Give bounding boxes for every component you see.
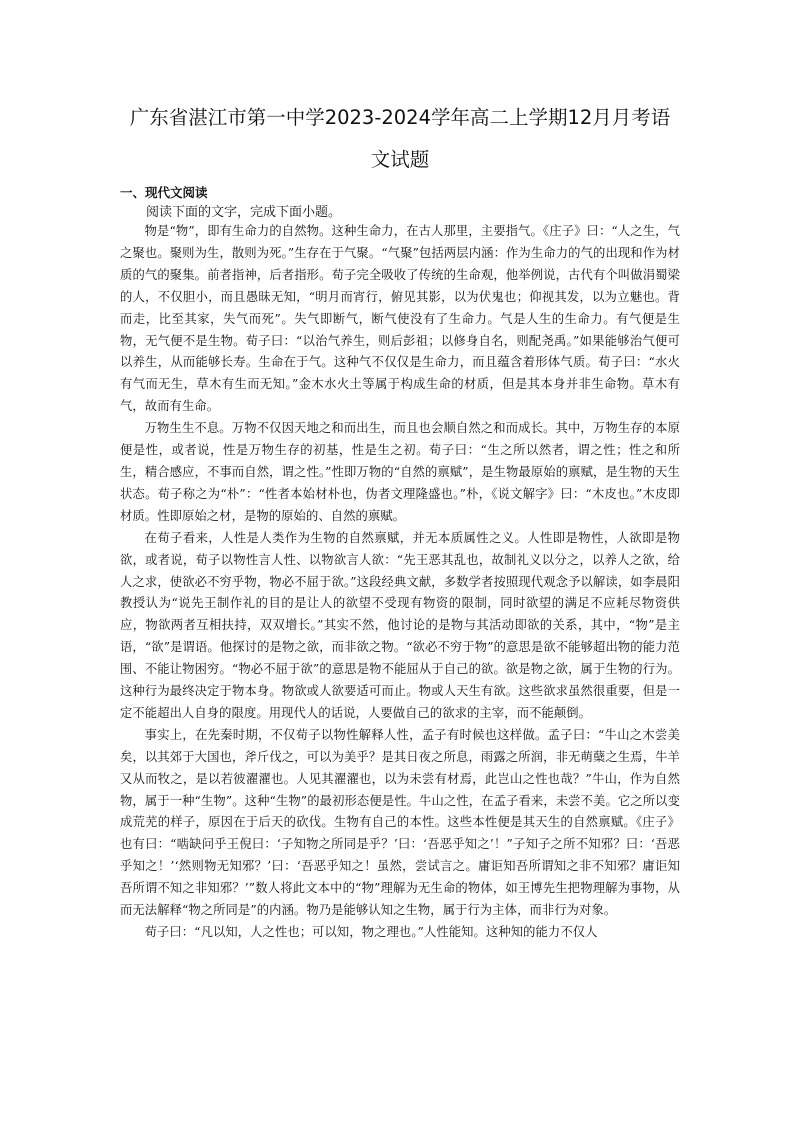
paragraph-2: 万物生生不息。万物不仅因天地之和而出生，而且也会顺自然之和而成长。其中，万物生存的本原便是性，或者说，性是万物生存的初基，性是生之初。荀子曰：“生之所以然者，谓之性；性之和所生，精合感应，不事而自然，谓之性。”性即万物的“自然的禀赋”，是生物最原始的禀赋，是生物的天生状态。荀子称之为“朴”：“性者本始材朴也，伪者文理隆盛也。”朴，《说文解字》曰：“木皮也。”木皮即材质。性即原始之材，是物的原始的、自然的禀赋。	[120, 421, 680, 523]
paragraph-1: 物是“物”，即有生命力的自然物。这种生命力，在古人那里，主要指气。《庄子》曰：“人之生，气之聚也。聚则为生，散则为死。”生存在于气聚。“气聚”包括两层内涵：作为生命力的气的出现和作为材质的气的聚集。前者指神，后者指形。荀子完全吸收了传统的生命观，他举例说，古代有个叫做涓蜀梁的人，不仅胆小，而且愚昧无知，“明月而宵行，俯见其影，以为伏鬼也；仰视其发，以为立魅也。背而走，比至其家，失气而死”。失气即断气，断气使没有了生命力。气是人生的生命力。有气便是生物，无气便不是生物。荀子曰：“以治气养生，则后彭祖；以修身自名，则配尧禹。”如果能够治气便可以养生，从而能够长寿。生命在于气。这种气不仅仅是生命力，而且蕴含着形体气质。荀子曰：“水火有气而无生，草木有生而无知。”金木水火土等属于构成生命的材质，但是其本身并非生命物。草木有气，故而有生命。	[120, 224, 680, 414]
section-heading: 一、现代文阅读	[120, 185, 208, 200]
article-body	[120, 221, 680, 944]
paragraph-4: 事实上，在先秦时期，不仅荀子以物性解释人性，孟子有时候也这样做。孟子曰：“牛山之木尝美矣，以其郊于大国也，斧斤伐之，可以为美乎？是其日夜之所息，雨露之所润，非无萌蘖之生焉，牛羊又从而牧之，是以若彼濯濯也。人见其濯濯也，以为未尝有材焉，此岂山之性也哉？”牛山，作为自然物，属于一种“生物”。这种“生物”的最初形态便是性。牛山之性，在孟子看来，未尝不美。它之所以变成荒芜的样子，原因在于后天的砍伐。生物有自己的本性。这些本性便是其天生的自然禀赋。《庄子》也有曰：“啮缺问乎王倪曰：‘子知物之所同是乎？’曰：‘吾恶乎知之’！”子知子之所不知邪？曰：‘吾恶乎知之！’‘然则物无知邪？’曰：‘吾恶乎知之！虽然，尝试言之。庸讵知吾所谓知之非不知邪？庸讵知吾所谓不知之非知邪？’”数人将此文本中的“物”理解为无生命的物体，如王博先生把物理解为事物，从而无法解释“物之所同是”的内涵。物乃是能够认知之生物，属于行为主体，而非行为对象。	[120, 727, 680, 918]
paragraph-3: 在荀子看来，人性是人类作为生物的自然禀赋，并无本质属性之义。人性即是物性，人欲即是物欲，或者说，荀子以物性言人性、以物欲言人欲：“先王恶其乱也，故制礼义以分之，以养人之欲，给人之求，使欲必不穷乎物，物必不屈于欲。”这段经典文献，多数学者按照现代观念予以解读，如李晨阳教授认为“说先王制作礼的目的是让人的欲望不受现有物资的限制，同时欲望的满足不应耗尽物资供应，物欲两者互相扶持，双双增长。”其实不然，他讨论的是物与其活动即欲的关系，其中，“物”是主语，“欲”是谓语。他探讨的是物之欲，而非欲之物。“欲必不穷于物”的意思是欲不能够超出物的能力范围、不能让物困穷。“物必不屈于欲”的意思是物不能屈从于自己的欲。欲是物之欲，属于生物的行为。这种行为最终决定于物本身。物欲或人欲要适可而止。物或人天生有欲。这些欲求虽然很重要，但是一定不能超出人自身的限度。用现代人的话说，人要做自己的欲求的主宰，而不能颠倒。	[120, 530, 680, 720]
document-title-line-1: 广东省湛江市第一中学2023-2024学年高二上学期12月月考语	[129, 106, 671, 129]
paragraph-5: 荀子曰：“凡以知，人之性也；可以知，物之理也。”人性能知。这种知的能力不仅人	[144, 925, 598, 939]
document-title-line-2: 文试题	[370, 148, 430, 171]
reading-instruction: 阅读下面的文字，完成下面小题。	[146, 205, 342, 220]
